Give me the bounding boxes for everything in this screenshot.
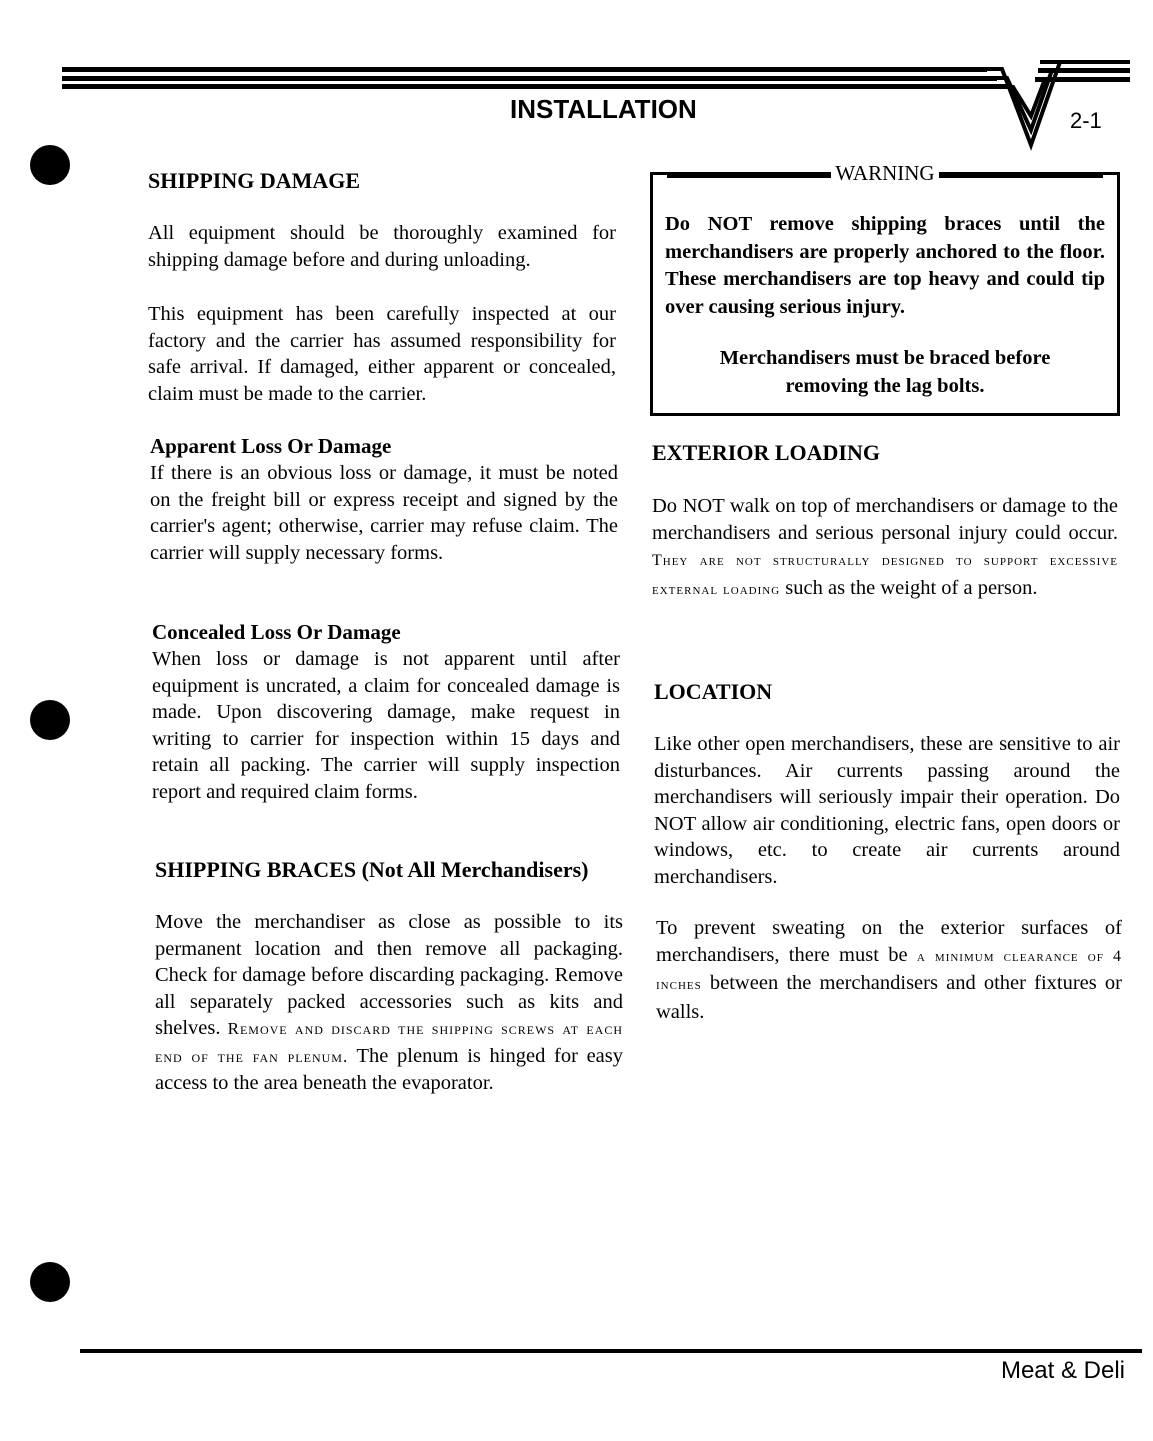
paragraph bbox=[155, 909, 623, 1097]
section-title: INSTALLATION bbox=[510, 94, 697, 124]
heading-shipping-damage: SHIPPING DAMAGE bbox=[148, 168, 361, 193]
punch-hole bbox=[30, 1262, 70, 1302]
heading-location: LOCATION bbox=[654, 679, 773, 704]
text: The plenum is hinged for easy access to the area beneath the evaporator. bbox=[155, 1044, 623, 1094]
text: To prevent sweating on the exterior surfaces of merchandisers, there must be bbox=[656, 917, 1122, 966]
warning-text: Do NOT remove shipping braces until the merchandisers are properly anchored to the floor. These merchandisers are top heavy and could tip over causing serious injury. bbox=[665, 213, 1105, 318]
heading-exterior-loading: EXTERIOR LOADING bbox=[652, 440, 880, 465]
paragraph: When loss or damage is not apparent until after equipment is uncrated, a claim for concealed damage is made. Upon discovering damage, make request in writing to carrier for inspection within 15 days and retain all packing. The carrier will supply inspection report and required claim forms. bbox=[152, 648, 620, 803]
footer-rule bbox=[80, 1349, 1142, 1353]
paragraph bbox=[656, 915, 1122, 1025]
paragraph: This equipment has been carefully inspected at our factory and the carrier has assumed responsibility for safe arrival. If damaged, either apparent or concealed, claim must be made to the carrier. bbox=[148, 303, 616, 405]
paragraph: All equipment should be thoroughly examined for shipping damage before and during unloading. bbox=[148, 222, 616, 271]
heading-concealed-loss: Concealed Loss Or Damage bbox=[152, 620, 401, 644]
text: such as the weight of a person. bbox=[780, 576, 1038, 599]
heading-shipping-braces bbox=[155, 857, 589, 883]
warning-box bbox=[650, 161, 1120, 416]
text: Do NOT walk on top of merchandisers or damage to the merchandisers and serious personal injury could occur. bbox=[652, 495, 1118, 544]
warning-text: Merchandisers must be braced before removing the lag bolts. bbox=[719, 347, 1051, 397]
heading-apparent-loss: Apparent Loss Or Damage bbox=[150, 434, 392, 458]
heading-text: SHIPPING BRACES bbox=[155, 857, 357, 882]
caps-text: a minimum clearance of 4 inches bbox=[656, 947, 1122, 993]
text: Move the merchandiser as close as possible to its permanent location and then remove all packaging. Check for damage before discarding packaging. Remove all separately packed accessories such as kits and shelves. bbox=[155, 911, 623, 1039]
page-number: 2-1 bbox=[1070, 108, 1102, 133]
heading-note: (Not All Merchandisers) bbox=[361, 857, 589, 882]
footer-label: Meat & Deli bbox=[1000, 1357, 1125, 1384]
header-stripes-logo bbox=[0, 0, 1153, 160]
paragraph bbox=[652, 493, 1118, 603]
paragraph: If there is an obvious loss or damage, it must be noted on the freight bill or express receipt and signed by the carrier's agent; otherwise, carrier may refuse claim. The carrier will supply necessary forms. bbox=[150, 462, 618, 564]
paragraph: Like other open merchandisers, these are sensitive to air disturbances. Air currents passing around the merchandisers will seriously impair their operation. Do NOT allow air conditioning, electric fans, open doors or windows, etc. to create air currents around merchandisers. bbox=[654, 733, 1120, 888]
text: between the merchandisers and other fixtures or walls. bbox=[656, 972, 1122, 1023]
caps-text: Remove and discard the shipping screws at each end of the fan plenum. bbox=[155, 1019, 623, 1066]
punch-hole bbox=[30, 700, 70, 740]
caps-text: They are not structurally designed to support excessive external loading bbox=[652, 552, 1118, 598]
warning-title: WARNING bbox=[831, 161, 938, 185]
